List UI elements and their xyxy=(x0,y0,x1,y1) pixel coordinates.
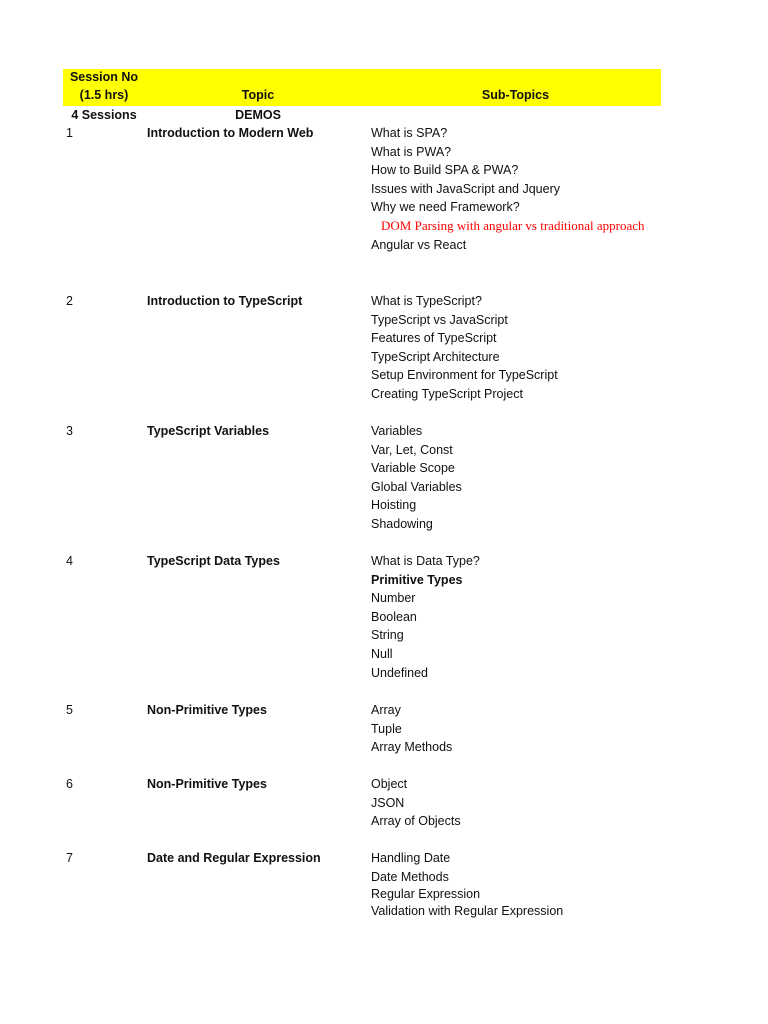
session-topic: TypeScript Data Types xyxy=(147,554,280,568)
subtopic-item: TypeScript vs JavaScript xyxy=(371,312,508,327)
subtopic-item: Null xyxy=(371,646,393,661)
subtopic-item: Features of TypeScript xyxy=(371,331,497,346)
session-number: 7 xyxy=(66,851,73,865)
subtopic-item: Issues with JavaScript and Jquery xyxy=(371,181,560,196)
subtopic-list xyxy=(371,292,558,404)
subtopic-item: TypeScript Architecture xyxy=(371,349,500,364)
session-topic: Non-Primitive Types xyxy=(147,777,267,791)
subtopic-item: Global Variables xyxy=(371,479,462,494)
session-no-header-line2: (1.5 hrs) xyxy=(79,88,129,102)
subtopic-list xyxy=(371,422,462,534)
demos-label: DEMOS xyxy=(235,108,281,122)
session-topic: Date and Regular Expression xyxy=(147,851,321,865)
subtopic-item: Var, Let, Const xyxy=(371,442,453,457)
subtopic-list xyxy=(371,552,480,682)
subtopic-item: Object xyxy=(371,777,408,791)
subtopic-item: Angular vs React xyxy=(371,237,467,252)
sessions-count: 4 Sessions xyxy=(71,108,137,122)
subtopic-item: Tuple xyxy=(371,721,402,736)
subtopic-item: Creating TypeScript Project xyxy=(371,386,523,401)
session-no-header xyxy=(63,68,145,104)
session-topic: Non-Primitive Types xyxy=(147,703,267,717)
session-number: 3 xyxy=(66,424,73,438)
subtopic-list xyxy=(371,775,461,831)
session-number: 5 xyxy=(66,703,73,717)
subtopic-item: Date Methods xyxy=(371,869,449,884)
subtopic-list xyxy=(371,849,563,920)
subtopic-item: What is SPA? xyxy=(371,126,448,140)
subtopic-item: Array xyxy=(371,703,401,717)
subtopic-item: Setup Environment for TypeScript xyxy=(371,368,558,383)
subtopic-item: What is PWA? xyxy=(371,144,452,159)
subtopics-header: Sub-Topics xyxy=(481,88,550,102)
subtopic-item: What is Data Type? xyxy=(371,554,480,568)
subtopic-item: Undefined xyxy=(371,665,428,680)
subtopic-item: How to Build SPA & PWA? xyxy=(371,163,519,178)
topic-header: Topic xyxy=(241,88,275,102)
subtopic-list xyxy=(371,701,452,757)
subtopic-item: String xyxy=(371,628,404,643)
subtopic-item: Hoisting xyxy=(371,498,417,513)
subtopic-item: Regular Expression xyxy=(371,887,481,902)
subtopic-item: What is TypeScript? xyxy=(371,294,482,308)
session-topic: Introduction to TypeScript xyxy=(147,294,303,308)
subtopic-item: Variable Scope xyxy=(371,461,455,476)
subtopic-item: Variables xyxy=(371,424,423,438)
subtopic-item: Number xyxy=(371,591,416,606)
session-no-header-line1: Session No xyxy=(69,70,139,84)
subtopic-item: JSON xyxy=(371,795,405,810)
session-number: 4 xyxy=(66,554,73,568)
subtopic-item: Why we need Framework? xyxy=(371,200,520,215)
subtopic-item: Handling Date xyxy=(371,851,451,865)
session-topic: Introduction to Modern Web xyxy=(147,126,314,140)
session-number: 1 xyxy=(66,126,73,140)
subtopic-list xyxy=(371,124,645,254)
session-topic: TypeScript Variables xyxy=(147,424,270,438)
subtopic-item-heading: Primitive Types xyxy=(371,572,463,587)
subtopic-item-highlighted: DOM Parsing with angular vs traditional approach xyxy=(381,217,645,233)
session-number: 2 xyxy=(66,294,73,308)
subtopic-item: Array Methods xyxy=(371,740,453,755)
subtopic-item: Boolean xyxy=(371,609,417,624)
subtopic-item: Shadowing xyxy=(371,516,433,531)
subtopic-item: Array of Objects xyxy=(371,814,461,829)
session-number: 6 xyxy=(66,777,73,791)
subtopic-item: Validation with Regular Expression xyxy=(371,904,564,919)
